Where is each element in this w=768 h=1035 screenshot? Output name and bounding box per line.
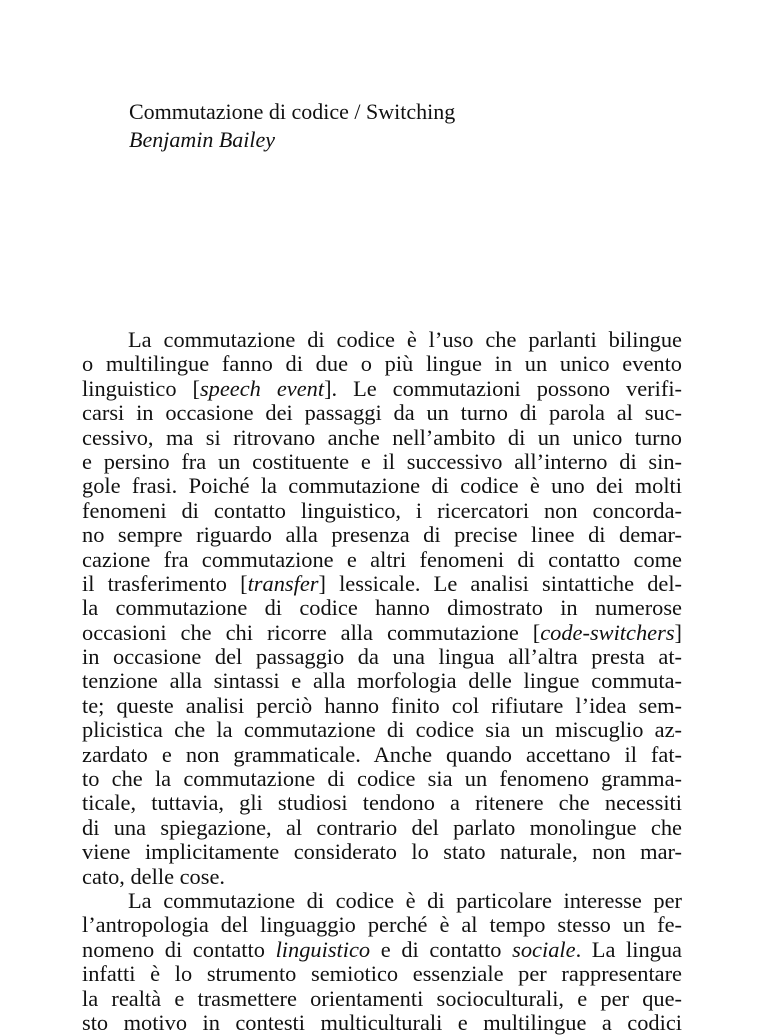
text-line — [82, 548, 682, 572]
text-segment: no sempre riguardo alla presenza di precise linee di demar- — [82, 522, 682, 548]
italic-term: speech event — [199, 375, 325, 401]
italic-term: sociale — [512, 936, 576, 962]
text-line — [82, 572, 682, 596]
text-segment: carsi in occasione dei passaggi da un turno di parola al suc- — [82, 400, 682, 426]
text-line — [82, 1011, 682, 1035]
text-segment: nomeno di contatto — [82, 936, 276, 962]
text-segment: ]. Le commutazioni possono verifi- — [324, 375, 682, 401]
text-line — [82, 426, 682, 450]
text-segment: gole frasi. Poiché la commutazione di codice è uno dei molti — [82, 473, 682, 499]
text-segment: La commutazione di codice è di particolare interesse per — [128, 887, 682, 913]
text-line — [82, 621, 682, 645]
text-line — [82, 669, 682, 693]
text-line — [82, 889, 682, 913]
text-segment: . La lingua — [575, 936, 682, 962]
text-line — [82, 328, 682, 352]
text-segment: to che la commutazione di codice sia un fenomeno gramma- — [82, 766, 682, 792]
text-segment: cato, delle cose. — [82, 863, 225, 889]
chapter-title: Commutazione di codice / Switching — [129, 99, 456, 124]
text-line — [82, 743, 682, 767]
text-segment: plicistica che la commutazione di codice sia un miscuglio az- — [82, 717, 682, 743]
text-line — [82, 962, 682, 986]
text-line — [82, 499, 682, 523]
chapter-author: Benjamin Bailey — [129, 127, 276, 152]
text-segment: sto motivo in contesti multiculturali e multilingue a codici — [82, 1009, 682, 1035]
text-segment: fenomeni di contatto linguistico, i ricercatori non concorda- — [82, 497, 682, 523]
text-segment: cessivo, ma si ritrovano anche nell’ambito di un unico turno — [82, 424, 682, 450]
body-text — [82, 328, 682, 1035]
text-line — [82, 987, 682, 1011]
text-segment: viene implicitamente considerato lo stato naturale, non mar- — [82, 839, 682, 865]
text-segment: occasioni che chi ricorre alla commutazione [ — [82, 619, 541, 645]
text-segment: linguistico [ — [82, 375, 200, 401]
text-line — [82, 938, 682, 962]
text-segment: il trasferimento [ — [82, 570, 248, 596]
text-line — [82, 767, 682, 791]
text-line — [82, 450, 682, 474]
text-segment: te; queste analisi perciò hanno finito col rifiutare l’idea sem- — [82, 692, 682, 718]
text-segment: La commutazione di codice è l’uso che parlanti bilingue — [128, 327, 682, 352]
text-line — [82, 791, 682, 815]
text-segment: di una spiegazione, al contrario del parlato monolingue che — [82, 814, 682, 840]
text-segment: in occasione del passaggio da una lingua all’altra presta at- — [82, 644, 682, 670]
text-line — [82, 596, 682, 620]
text-line — [82, 352, 682, 376]
text-segment: zardato e non grammaticale. Anche quando accettano il fat- — [82, 741, 682, 767]
text-segment: cazione fra commutazione e altri fenomeni di contatto come — [82, 546, 682, 572]
text-segment: infatti è lo strumento semiotico essenziale per rappresentare — [82, 961, 682, 987]
text-segment: l’antropologia del linguaggio perché è al tempo stesso un fe- — [82, 912, 682, 938]
italic-term: linguistico — [275, 936, 371, 962]
chapter-header — [129, 98, 455, 154]
text-line — [82, 913, 682, 937]
text-segment: ] — [674, 619, 682, 645]
text-line — [82, 816, 682, 840]
text-line — [82, 645, 682, 669]
text-segment: ] lessicale. Le analisi sintattiche del- — [318, 570, 682, 596]
text-line — [82, 865, 682, 889]
text-segment: ticale, tuttavia, gli studiosi tendono a ritenere che necessiti — [82, 790, 682, 816]
text-line — [82, 718, 682, 742]
text-segment: o multilingue fanno di due o più lingue in un unico evento — [82, 351, 682, 377]
text-segment: tenzione alla sintassi e alla morfologia delle lingue commuta- — [82, 668, 682, 694]
text-line — [82, 474, 682, 498]
text-line — [82, 694, 682, 718]
text-segment: la realtà e trasmettere orientamenti socioculturali, e per que- — [82, 985, 682, 1011]
italic-term: transfer — [247, 570, 319, 596]
text-line — [82, 377, 682, 401]
italic-term: code-switchers — [540, 619, 675, 645]
text-segment: la commutazione di codice hanno dimostrato in numerose — [82, 595, 682, 621]
text-line — [82, 523, 682, 547]
text-line — [82, 401, 682, 425]
text-segment: e di contatto — [370, 936, 513, 962]
text-segment: e persino fra un costituente e il successivo all’interno di sin- — [82, 448, 682, 474]
text-line — [82, 840, 682, 864]
